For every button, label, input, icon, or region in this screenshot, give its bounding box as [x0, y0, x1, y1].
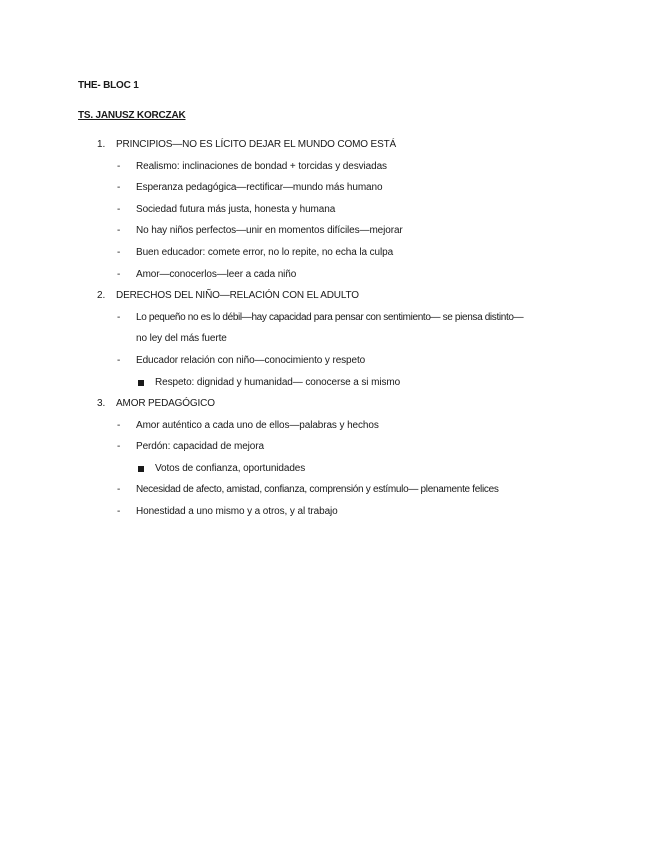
sub-list-item-text: Votos de confianza, oportunidades [155, 463, 306, 474]
list-item-text: Honestidad a uno mismo y a otros, y al trabajo [136, 506, 338, 517]
dash-bullet: - [117, 225, 121, 236]
dash-bullet: - [117, 312, 121, 323]
dash-bullet: - [117, 182, 121, 193]
list-item-text: Perdón: capacidad de mejora [136, 441, 264, 452]
list-item-text: Sociedad futura más justa, honesta y humana [136, 204, 336, 215]
section-title: PRINCIPIOS—NO ES LÍCITO DEJAR EL MUNDO COMO ESTÁ [116, 139, 397, 150]
list-item-text: Esperanza pedagógica—rectificar—mundo más humano [136, 182, 383, 193]
section-title: DERECHOS DEL NIÑO—RELACIÓN CON EL ADULTO [116, 290, 359, 301]
list-item-text: Amor—conocerlos—leer a cada niño [136, 269, 297, 280]
document-header: THE- BLOC 1 [78, 80, 139, 91]
dash-bullet: - [117, 420, 121, 431]
section-number: 1. [97, 139, 106, 150]
document-subtitle: TS. JANUSZ KORCZAK [78, 110, 186, 121]
section-number: 3. [97, 398, 106, 409]
list-item-text: Amor auténtico a cada uno de ellos—palabras y hechos [136, 420, 379, 431]
dash-bullet: - [117, 506, 121, 517]
dash-bullet: - [117, 161, 121, 172]
list-item-text: Lo pequeño no es lo débil—hay capacidad para pensar con sentimiento— se piensa distinto— [136, 312, 524, 323]
dash-bullet: - [117, 355, 121, 366]
list-item-text: Buen educador: comete error, no lo repite, no echa la culpa [136, 247, 394, 258]
list-item-text: no ley del más fuerte [136, 333, 227, 344]
sub-list-item-text: Respeto: dignidad y humanidad— conocerse a si mismo [155, 377, 401, 388]
list-item-text: Necesidad de afecto, amistad, confianza, comprensión y estímulo— plenamente felices [136, 484, 499, 495]
dash-bullet: - [117, 441, 121, 452]
list-item-text: Educador relación con niño—conocimiento y respeto [136, 355, 366, 366]
list-item-text: No hay niños perfectos—unir en momentos difíciles—mejorar [136, 225, 403, 236]
square-bullet-icon [138, 380, 144, 386]
dash-bullet: - [117, 204, 121, 215]
section-title: AMOR PEDAGÓGICO [116, 398, 215, 409]
dash-bullet: - [117, 269, 121, 280]
list-item-text: Realismo: inclinaciones de bondad + torcidas y desviadas [136, 161, 387, 172]
dash-bullet: - [117, 247, 121, 258]
dash-bullet: - [117, 484, 121, 495]
square-bullet-icon [138, 466, 144, 472]
section-number: 2. [97, 290, 106, 301]
